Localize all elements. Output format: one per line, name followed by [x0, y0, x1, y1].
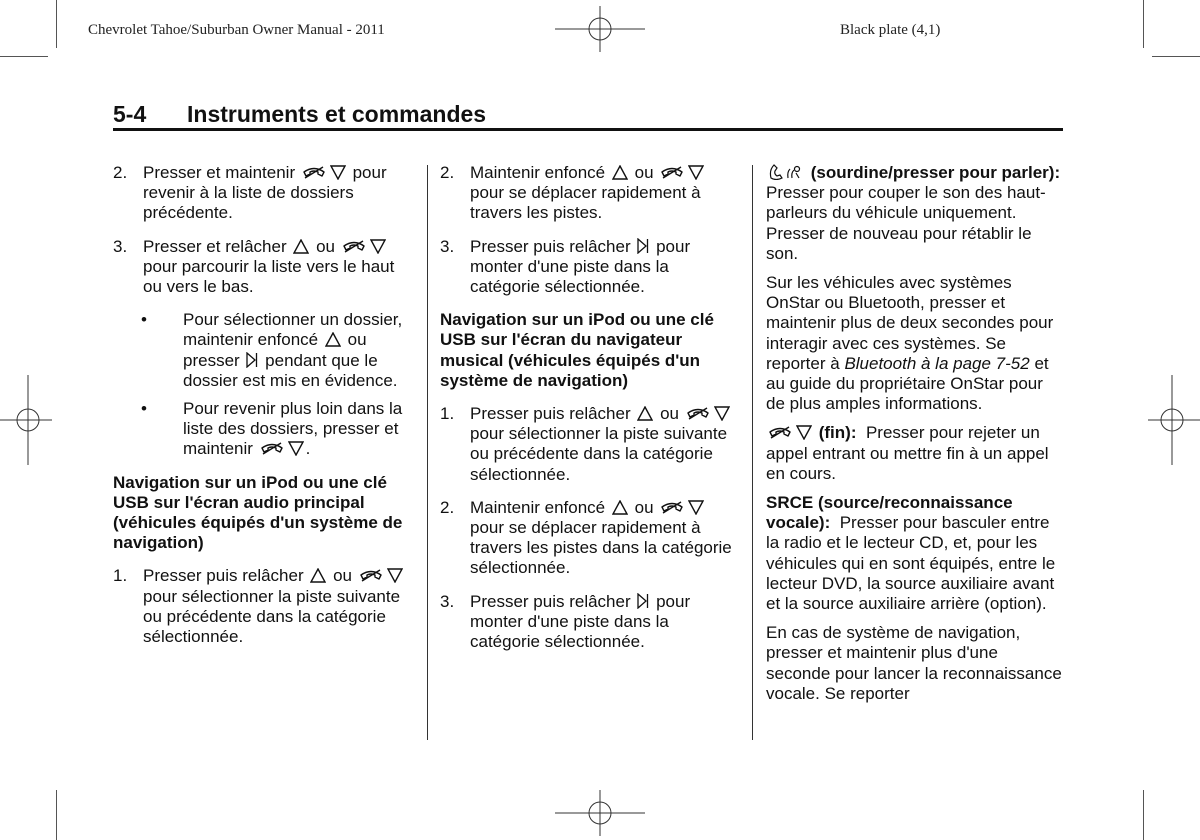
item-text: pour se déplacer rapidement à travers les pistes dans la catégorie sélectionnée. — [470, 518, 732, 578]
phone-voice-icon — [768, 164, 804, 180]
item-text: ou — [660, 404, 680, 424]
paragraph — [766, 493, 1066, 614]
paragraph-text: Presser pour rejeter un appel entrant ou mettre fin à un appel en cours. — [766, 423, 1049, 483]
bullet-text: Pour sélectionner un dossier, maintenir enfoncé — [183, 310, 403, 350]
next-track-icon — [637, 593, 649, 609]
next-track-icon — [246, 352, 258, 368]
title-rule — [113, 128, 1063, 131]
list-item — [440, 163, 740, 224]
bullet-dot: • — [141, 310, 147, 330]
paragraph-label: (fin): — [818, 423, 857, 443]
phone-hangup-icon — [686, 407, 710, 421]
triangle-up-icon — [293, 239, 309, 254]
registration-mark — [1144, 375, 1200, 465]
list-item — [440, 404, 740, 485]
item-number: 2. — [440, 163, 455, 182]
paragraph-text: Presser pour basculer entre la radio et le lecteur CD, et, pour les véhicules qui en sont équipés, entre le lecteur DVD, la source auxiliaire avant et la source auxiliaire arrière (option). — [766, 513, 1056, 614]
triangle-up-icon — [310, 568, 326, 583]
crop-mark — [1143, 0, 1144, 48]
item-text: pour revenir à la liste de dossiers précédente. — [143, 163, 387, 223]
crop-mark — [56, 0, 57, 48]
crop-mark — [0, 56, 48, 57]
bullet-dot: • — [141, 399, 147, 419]
item-text: Presser puis relâcher — [470, 404, 631, 424]
item-text: Maintenir enfoncé — [470, 497, 606, 517]
column-divider — [427, 165, 428, 740]
paragraph — [766, 273, 1066, 414]
header-plate: Black plate (4,1) — [840, 22, 941, 38]
phone-hangup-icon — [768, 426, 792, 440]
triangle-up-icon — [612, 165, 628, 180]
next-track-icon — [637, 238, 649, 254]
column-divider — [752, 165, 753, 740]
section-title — [113, 101, 486, 128]
column-2 — [440, 163, 740, 665]
list-item — [113, 163, 413, 224]
phone-hangup-icon — [342, 240, 366, 254]
crop-mark — [1152, 56, 1200, 57]
item-number: 2. — [113, 163, 128, 182]
triangle-down-icon — [688, 165, 704, 180]
registration-mark — [555, 790, 645, 836]
item-text: pour sélectionner la piste suivante ou précédente dans la catégorie sélectionnée. — [470, 424, 728, 484]
triangle-down-icon — [714, 406, 730, 421]
triangle-down-icon — [370, 239, 386, 254]
item-text: Presser puis relâcher — [470, 591, 631, 611]
crop-mark — [56, 790, 57, 840]
phone-hangup-icon — [302, 166, 326, 180]
subsection-heading: Navigation sur un iPod ou une clé USB sur l'écran audio principal (véhicules équipés d'un système de navigation) — [113, 472, 403, 553]
item-text: pour parcourir la liste vers le haut ou vers le bas. — [143, 256, 395, 297]
paragraph — [766, 163, 1066, 264]
bullet-text: Pour revenir plus loin dans la liste des dossiers, presser et maintenir — [183, 399, 403, 459]
item-number: 1. — [113, 566, 128, 586]
cross-reference-link[interactable]: Bluetooth à la page 7-52 — [844, 353, 1030, 373]
item-text: pour monter d'une piste dans la catégorie sélectionnée. — [470, 591, 691, 652]
paragraph-label: (sourdine/presser pour parler): — [810, 163, 1061, 182]
bullet-text: pendant que le dossier est mis en évidence. — [183, 350, 398, 390]
list-item — [113, 566, 413, 647]
item-text: pour se déplacer rapidement à travers les pistes. — [470, 183, 701, 223]
phone-hangup-icon — [660, 501, 684, 515]
bullet-item — [113, 310, 413, 391]
item-number: 3. — [440, 236, 455, 256]
phone-hangup-icon — [359, 569, 383, 583]
section-name: Instruments et commandes — [187, 101, 487, 127]
item-number: 3. — [440, 591, 455, 611]
item-number: 2. — [440, 497, 455, 517]
crop-mark — [1143, 790, 1144, 840]
item-text: pour monter d'une piste dans la catégorie sélectionnée. — [470, 236, 691, 297]
phone-hangup-icon — [660, 166, 684, 180]
triangle-down-icon — [796, 425, 812, 440]
item-text: ou — [316, 236, 336, 256]
item-number: 1. — [440, 404, 455, 424]
triangle-up-icon — [612, 500, 628, 515]
triangle-up-icon — [637, 406, 653, 421]
paragraph: En cas de système de navigation, presser et maintenir plus d'une seconde pour lancer la reconnaissance vocale. Se reporter — [766, 623, 1062, 703]
bullet-item — [113, 399, 413, 460]
paragraph — [766, 423, 1066, 484]
paragraph-text: et au guide du propriétaire OnStar pour de plus amples informations. — [766, 353, 1049, 414]
item-text: ou — [634, 497, 654, 517]
bullet-text: . — [305, 439, 311, 459]
list-item — [113, 237, 413, 298]
item-text: Presser et relâcher — [143, 236, 287, 256]
item-text: ou — [634, 163, 654, 182]
section-number: 5-4 — [113, 101, 147, 127]
paragraph-text: Presser pour couper le son des haut-parleurs du véhicule uniquement. Presser de nouveau pour rétablir le son. — [766, 183, 1046, 263]
item-text: Presser puis relâcher — [470, 236, 631, 256]
header-manual-title: Chevrolet Tahoe/Suburban Owner Manual - 2011 — [88, 22, 385, 38]
paragraph-text: Sur les véhicules avec systèmes OnStar ou Bluetooth, presser et maintenir plus de deux secondes pour interagir avec ces systèmes. Se reporter à — [766, 273, 1054, 373]
list-item — [440, 592, 740, 653]
triangle-down-icon — [688, 500, 704, 515]
triangle-up-icon — [325, 332, 341, 347]
triangle-down-icon — [330, 165, 346, 180]
item-text: Presser puis relâcher — [143, 566, 304, 586]
column-3 — [766, 163, 1066, 713]
item-text: pour sélectionner la piste suivante ou précédente dans la catégorie sélectionnée. — [143, 586, 401, 647]
list-item — [440, 498, 740, 579]
triangle-down-icon — [288, 441, 304, 456]
item-number: 3. — [113, 236, 128, 256]
item-text: Presser et maintenir — [143, 163, 296, 182]
column-1 — [113, 163, 413, 660]
list-item — [440, 237, 740, 298]
phone-hangup-icon — [260, 442, 284, 456]
bullet-text: ou presser — [183, 330, 367, 370]
registration-mark — [555, 6, 645, 52]
registration-mark — [0, 375, 56, 465]
paragraph-label: SRCE (source/reconnaissance vocale): — [766, 493, 1013, 533]
subsection-heading: Navigation sur un iPod ou une clé USB sur l'écran du navigateur musical (véhicules équipés d'un système de navigation) — [440, 310, 714, 390]
triangle-down-icon — [387, 568, 403, 583]
item-text: Maintenir enfoncé — [470, 163, 606, 182]
item-text: ou — [333, 566, 353, 586]
